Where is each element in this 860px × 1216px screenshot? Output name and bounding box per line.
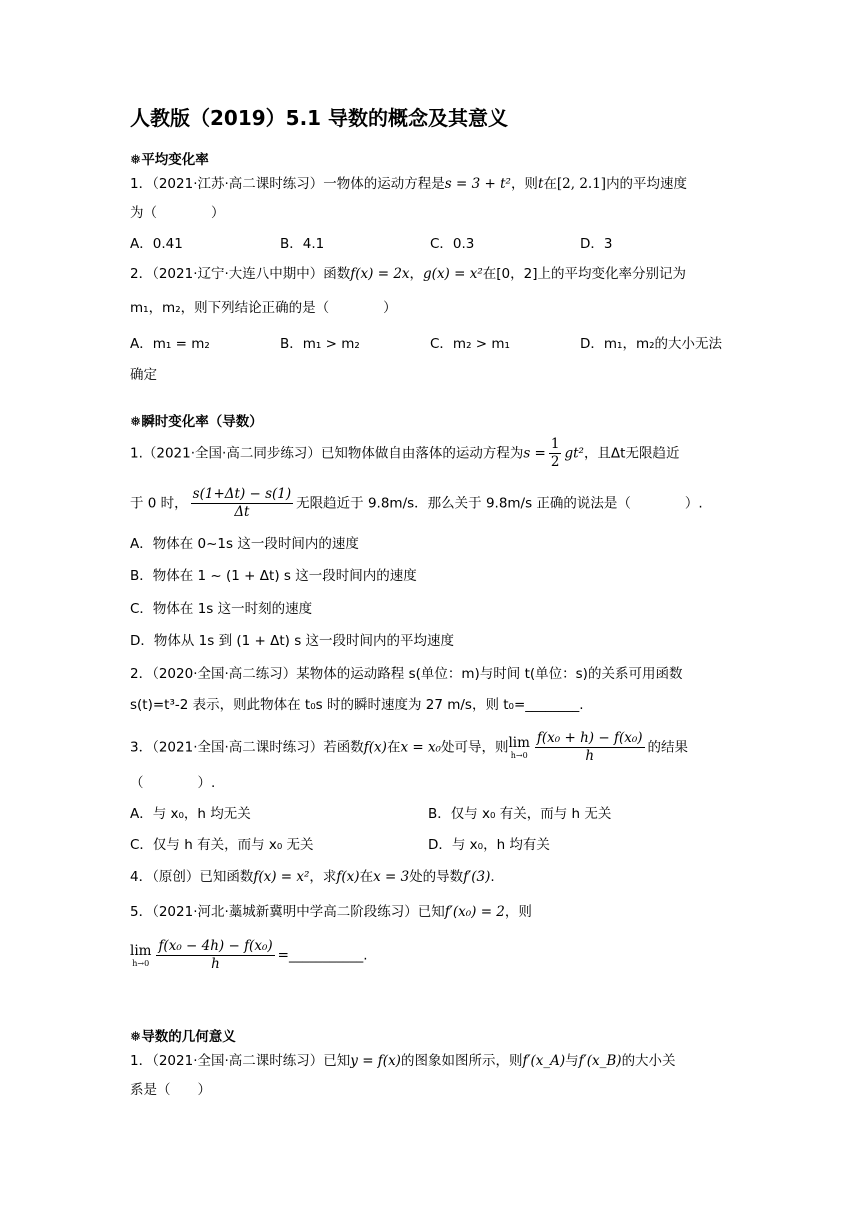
question-2-5-cont: lim h→0 $\frac{\text{f(x₀ − 4h) − f(x₀)}}{h}$ =___________.: [130, 938, 368, 972]
math-expression: s = 3 + t²: [444, 176, 511, 192]
difference-quotient: $\frac{\text{f(x₀ + h) − f(x₀)}}{h}$: [536, 730, 643, 764]
question-2-1: 1.（2021·全国·高二同步练习）已知物体做自由落体的运动方程为s = $\frac{1}{2}$ gt²，且Δt无限趋近: [130, 436, 680, 470]
answer-blank: ___________.: [288, 947, 368, 964]
question-1-2: 2．（2021·辽宁·大连八中期中）函数f(x) = 2x，g(x) = x²在[0，2]上的平均变化率分别记为: [130, 266, 686, 282]
option-d: D．与 x₀，h 均有关: [428, 837, 550, 853]
question-3-1: 1．（2021·全国·高二课时练习）已知y = f(x)的图象如图所示，则f′(x_A)与f′(x_B)的大小关: [130, 1053, 676, 1069]
option-d: D．3: [580, 236, 613, 252]
option-c: C．0.3: [430, 236, 475, 252]
option-b: B．m₁ > m₂: [280, 336, 360, 352]
limit-operator: lim h→0: [508, 734, 530, 760]
question-2-2-cont: s(t)=t³-2 表示，则此物体在 t₀s 时的瞬时速度为 27 m/s，则 t₀=________.: [130, 697, 584, 713]
question-2-5: 5．（2021·河北·藁城新冀明中学高二阶段练习）已知f′(x₀) = 2，则: [130, 904, 532, 920]
option-a: A．m₁ = m₂: [130, 336, 210, 352]
question-1-1-cont: 为（ ）: [130, 205, 225, 221]
question-2-3: 3．（2021·全国·高二课时练习）若函数f(x)在x = x₀处可导，则lim h→0 $\frac{\text{f(x₀ + h) − f(x₀)}}{h}$ 的结果: [130, 730, 689, 764]
option-b: B．仅与 x₀ 有关，而与 h 无关: [428, 806, 612, 822]
option-b: B．4.1: [280, 236, 325, 252]
option-a: A．物体在 0~1s 这一段时间内的速度: [130, 536, 359, 552]
question-2-1-cont: 于 0 时， $\frac{s(1+\Delta t) - s(1)}{\Delta t}$ 无限趋近于 9.8m/s．那么关于 9.8m/s 正确的说法是（ ）.: [130, 486, 703, 520]
question-3-1-cont: 系是（ ）: [130, 1082, 211, 1098]
snowflake-icon: ❅: [130, 152, 142, 168]
question-1-2-cont: m₁，m₂，则下列结论正确的是（ ）: [130, 300, 397, 316]
snowflake-icon: ❅: [130, 414, 142, 430]
math-variable: t: [537, 176, 544, 192]
fraction: $\frac{1}{2}$: [550, 436, 560, 470]
option-d: D．物体从 1s 到 (1 + Δt) s 这一段时间内的平均速度: [130, 633, 455, 649]
question-1-1: 1．（2021·江苏·高二课时练习）一物体的运动方程是s = 3 + t²，则t在[2, 2.1]内的平均速度: [130, 176, 688, 192]
snowflake-icon: ❅: [130, 1029, 142, 1045]
option-b: B．物体在 1 ~ (1 + Δt) s 这一段时间内的速度: [130, 568, 417, 584]
question-2-2: 2．（2020·全国·高二练习）某物体的运动路程 s(单位：m)与时间 t(单位：s)的关系可用函数: [130, 666, 683, 682]
question-2-4: 4．（原创）已知函数f(x) = x²，求f(x)在x = 3处的导数f′(3).: [130, 869, 495, 885]
option-a: A．0.41: [130, 236, 183, 252]
option-c: C．仅与 h 有关，而与 x₀ 无关: [130, 837, 314, 853]
section-heading-geometric-meaning: ❅导数的几何意义: [130, 1029, 236, 1045]
math-interval: [2, 2.1]: [556, 176, 607, 192]
option-d-cont: 确定: [130, 367, 157, 383]
limit-operator: lim h→0: [130, 942, 152, 968]
math-expression: f(x) = 2x: [350, 266, 410, 282]
option-d: D．m₁，m₂的大小无法: [580, 336, 723, 352]
section-heading-instant-rate: ❅瞬时变化率（导数）: [130, 414, 263, 430]
option-c: C．m₂ > m₁: [430, 336, 510, 352]
math-expression: g(x) = x²: [423, 266, 483, 282]
option-c: C．物体在 1s 这一时刻的速度: [130, 601, 313, 617]
page-title: 人教版（2019）5.1 导数的概念及其意义: [130, 106, 509, 130]
difference-quotient: $\frac{s(1+\Delta t) - s(1)}{\Delta t}$: [192, 486, 292, 520]
difference-quotient: $\frac{\text{f(x₀ − 4h) − f(x₀)}}{h}$: [158, 938, 273, 972]
section-heading-average-rate: ❅平均变化率: [130, 152, 209, 168]
question-2-3-cont: （ ）.: [130, 775, 216, 791]
option-a: A．与 x₀，h 均无关: [130, 806, 251, 822]
